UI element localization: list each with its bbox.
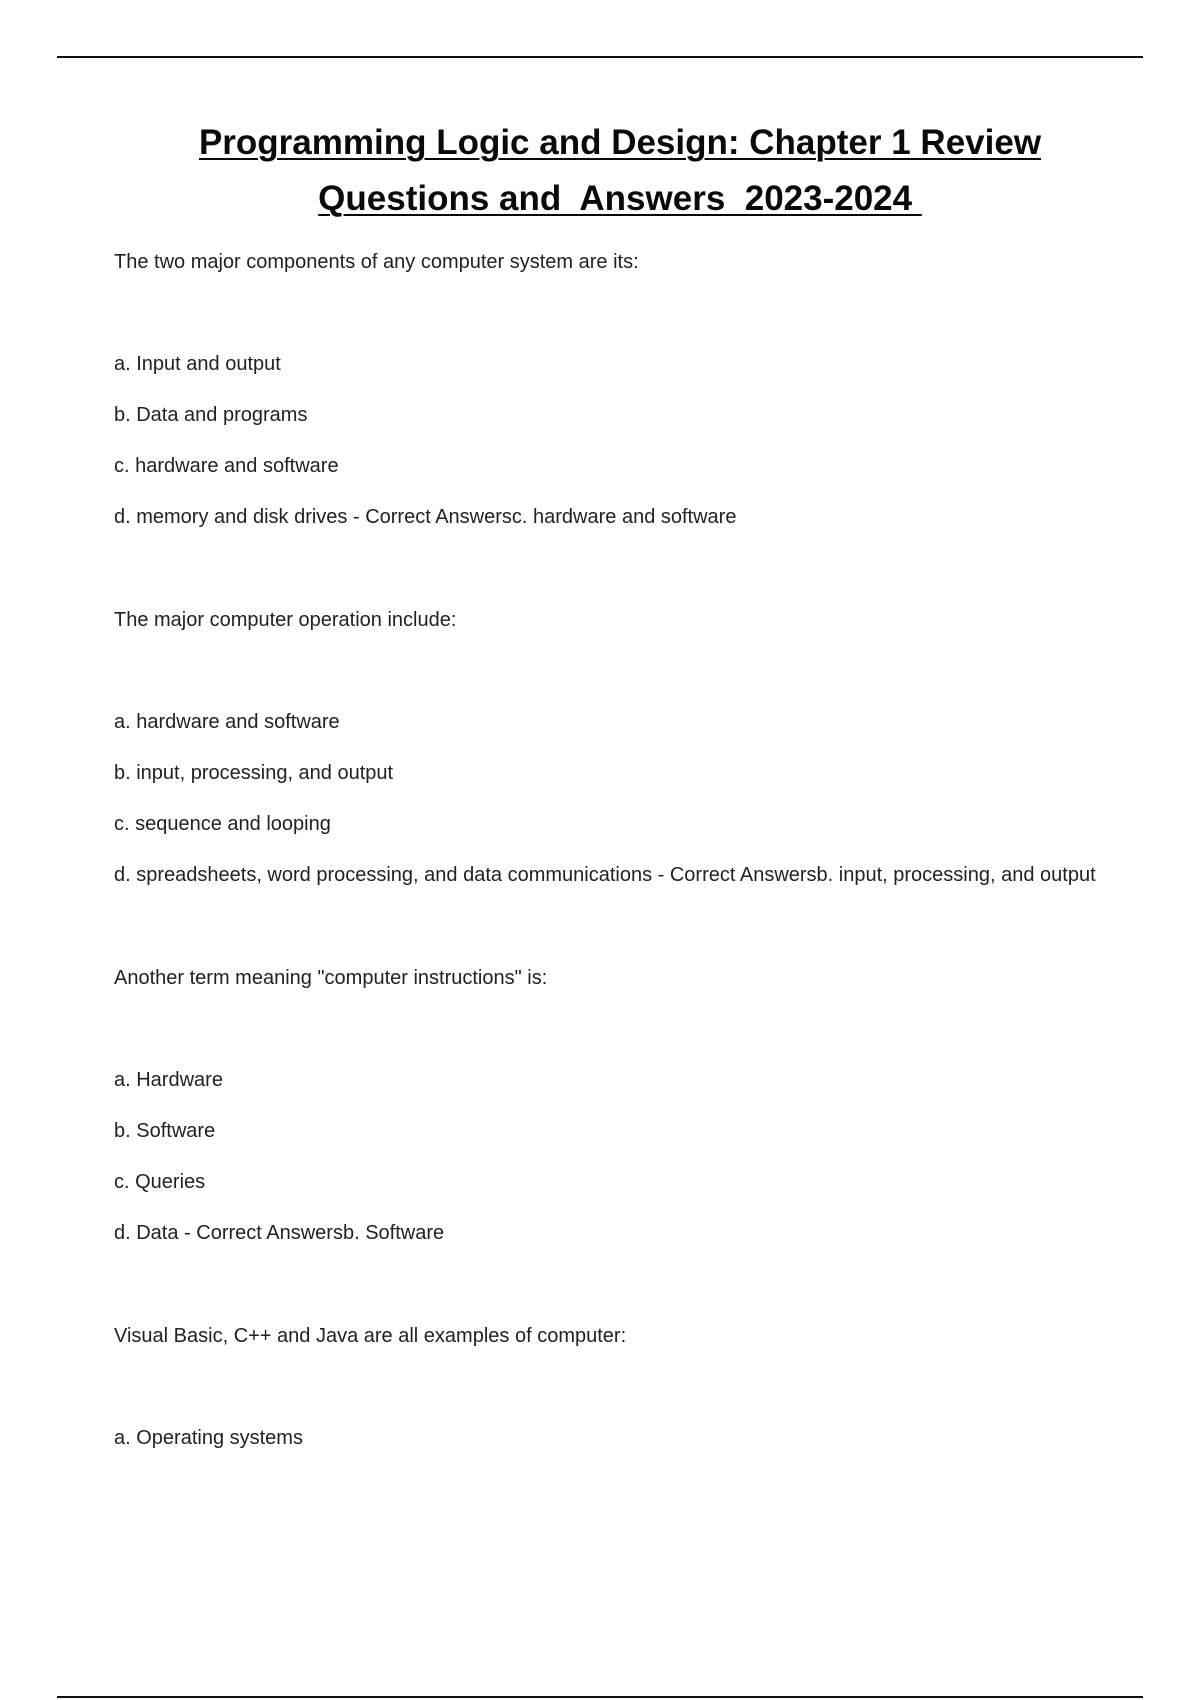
title-line-1: Programming Logic and Design: Chapter 1 Review [198,123,1042,162]
answer-option: b. Data and programs [114,404,308,426]
answer-option: d. memory and disk drives - Correct Answersc. hardware and software [114,506,737,528]
question-block [114,248,1154,554]
answer-option: a. Operating systems [114,1427,303,1449]
answer-option: c. Queries [114,1171,206,1193]
answer-option: b. Software [114,1120,216,1142]
answer-option: a. Input and output [114,353,281,375]
title-line-2: Questions and Answers 2023-2024 [318,179,922,218]
answer-option: c. sequence and looping [114,813,331,835]
answer-option: c. hardware and software [114,455,339,477]
question-block [114,1322,1154,1475]
answer-option: b. input, processing, and output [114,762,394,784]
answer-option: a. Hardware [114,1069,223,1091]
answer-option: d. Data - Correct Answersb. Software [114,1222,445,1244]
question-block [114,606,1154,912]
question-list [114,248,1154,1475]
answer-option: a. hardware and software [114,711,340,733]
bottom-rule [57,1696,1143,1698]
question-prompt: The two major components of any computer system are its: [114,251,639,273]
answer-option: d. spreadsheets, word processing, and data communications - Correct Answersb. input, processing, and output [114,864,1096,886]
top-rule [57,56,1143,58]
question-prompt: Another term meaning "computer instructions" is: [114,967,548,989]
question-block [114,964,1154,1270]
document-title [60,115,1180,227]
question-prompt: The major computer operation include: [114,609,457,631]
question-prompt: Visual Basic, C++ and Java are all examples of computer: [114,1325,627,1347]
